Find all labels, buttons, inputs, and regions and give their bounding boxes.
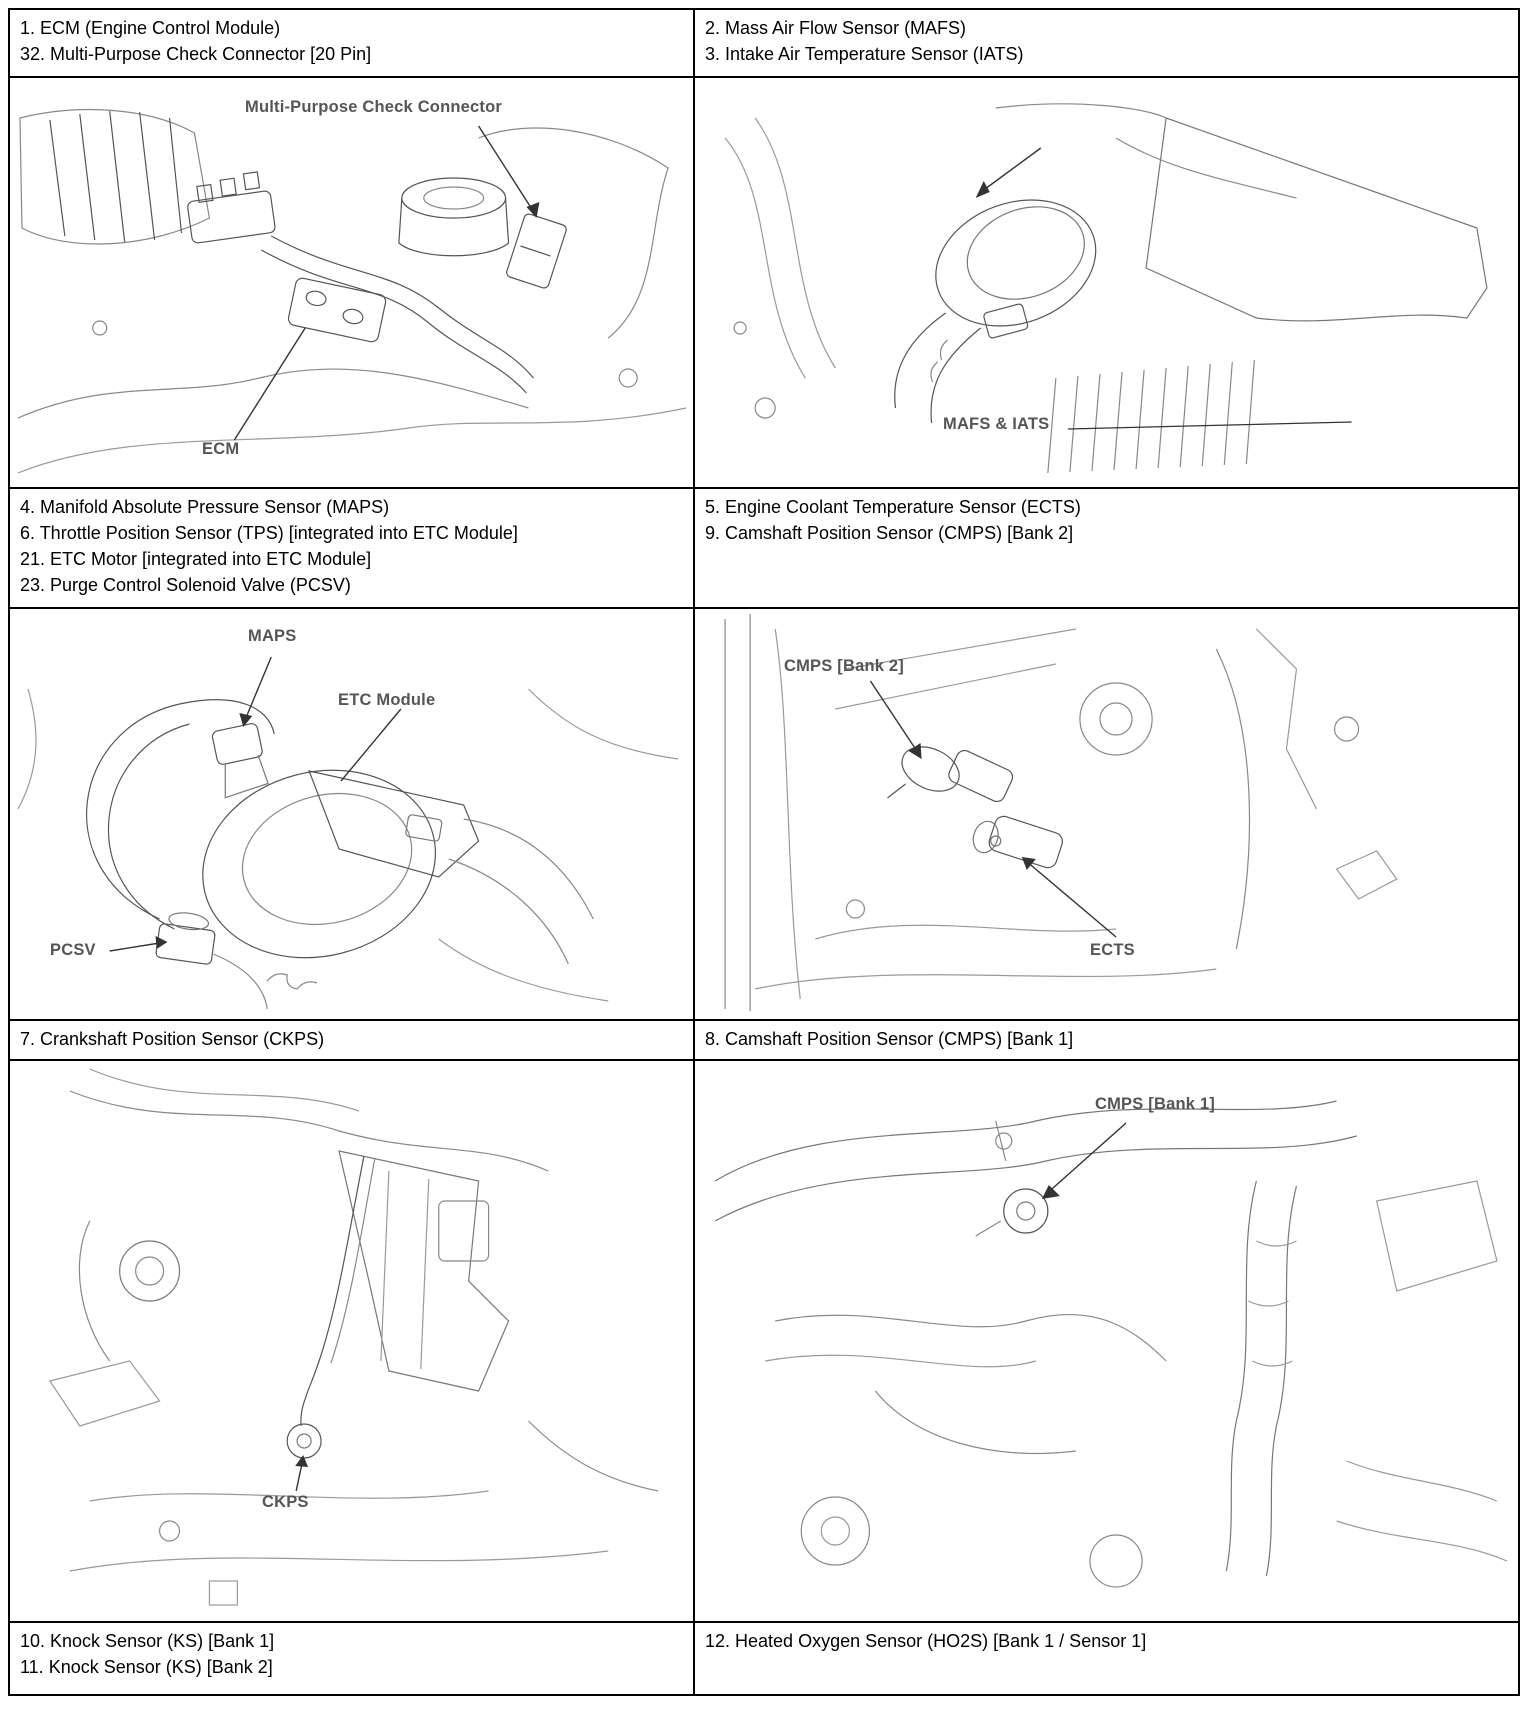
callout-maps: MAPS [248, 627, 297, 645]
legend-row-2 [9, 488, 1519, 608]
image-cell-etc [9, 608, 694, 1020]
diagram-cmps-bank2 [695, 609, 1518, 1019]
legend-item: 4. Manifold Absolute Pressure Sensor (MAPS) [20, 497, 390, 517]
legend-item: 1. ECM (Engine Control Module) [20, 18, 281, 38]
image-cell-cmps-bank1 [694, 1060, 1519, 1622]
legend-row-4 [9, 1622, 1519, 1695]
image-cell-ecm [9, 77, 694, 488]
callout-cmps-bank2: CMPS [Bank 2] [784, 657, 904, 675]
engine-illustration-etc [10, 609, 693, 1019]
legend-item: 21. ETC Motor [integrated into ETC Module] [20, 549, 372, 569]
callout-ckps: CKPS [262, 1493, 309, 1511]
callout-pcsv: PCSV [50, 941, 96, 959]
image-row-1 [9, 77, 1519, 488]
legend-cell-ecm [9, 9, 694, 77]
legend-item: 2. Mass Air Flow Sensor (MAFS) [705, 18, 967, 38]
engine-illustration-ckps [10, 1061, 693, 1621]
legend-item: 6. Throttle Position Sensor (TPS) [integrated into ETC Module] [20, 523, 518, 543]
callout-ecm: ECM [202, 440, 240, 458]
image-cell-ckps [9, 1060, 694, 1622]
image-cell-cmps-bank2 [694, 608, 1519, 1020]
image-row-2 [9, 608, 1519, 1020]
legend-item: 32. Multi-Purpose Check Connector [20 Pin] [20, 44, 372, 64]
diagram-etc [10, 609, 693, 1019]
legend-row-1 [9, 9, 1519, 77]
legend-item: 5. Engine Coolant Temperature Sensor (ECTS) [705, 497, 1081, 517]
legend-item: 3. Intake Air Temperature Sensor (IATS) [705, 44, 1024, 64]
legend-item: 8. Camshaft Position Sensor (CMPS) [Bank 1] [705, 1029, 1074, 1049]
legend-item: 23. Purge Control Solenoid Valve (PCSV) [20, 575, 351, 595]
diagram-mafs [695, 78, 1518, 487]
diagram-ckps [10, 1061, 693, 1621]
callout-cmps-bank1: CMPS [Bank 1] [1095, 1095, 1215, 1113]
legend-item: 11. Knock Sensor (KS) [Bank 2] [20, 1657, 273, 1677]
component-location-table [8, 8, 1520, 1696]
legend-cell-mafs [694, 9, 1519, 77]
callout-multi-purpose-check-connector: Multi-Purpose Check Connector [245, 98, 502, 116]
legend-row-3 [9, 1020, 1519, 1060]
diagram-ecm [10, 78, 693, 487]
image-row-3 [9, 1060, 1519, 1622]
engine-illustration-mafs [695, 78, 1518, 487]
callout-etc-module: ETC Module [338, 691, 436, 709]
legend-cell-ects [694, 488, 1519, 608]
callout-ects: ECTS [1090, 941, 1135, 959]
legend-cell-knock-sensors [9, 1622, 694, 1695]
callout-mafs-iats: MAFS & IATS [943, 415, 1050, 433]
legend-cell-ho2s [694, 1622, 1519, 1695]
image-cell-mafs [694, 77, 1519, 488]
legend-cell-ckps [9, 1020, 694, 1060]
engine-illustration-ecm [10, 78, 693, 487]
legend-item: 10. Knock Sensor (KS) [Bank 1] [20, 1631, 275, 1651]
legend-cell-cmps-bank1 [694, 1020, 1519, 1060]
legend-item: 9. Camshaft Position Sensor (CMPS) [Bank 2] [705, 523, 1074, 543]
legend-item: 12. Heated Oxygen Sensor (HO2S) [Bank 1 / Sensor 1] [705, 1631, 1147, 1651]
legend-cell-maps [9, 488, 694, 608]
diagram-cmps-bank1 [695, 1061, 1518, 1621]
legend-item: 7. Crankshaft Position Sensor (CKPS) [20, 1029, 325, 1049]
engine-illustration-cmps-bank1 [695, 1061, 1518, 1621]
